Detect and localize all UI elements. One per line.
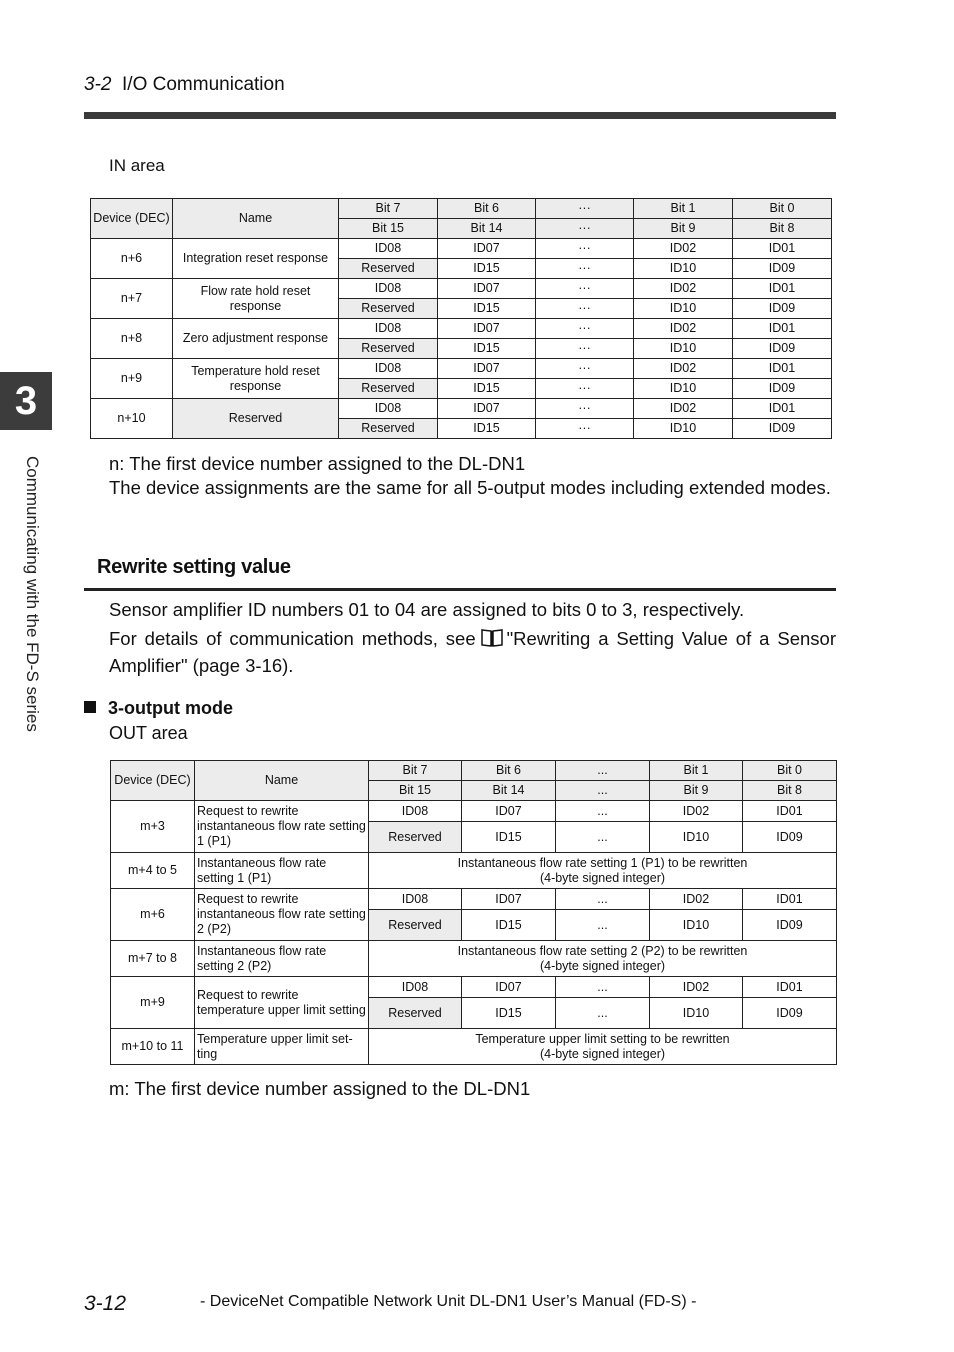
table-row [91, 239, 832, 259]
bit-cell: ID02 [634, 239, 733, 259]
merged-value-line-1: Instantaneous flow rate setting 2 (P2) to be rewritten [457, 943, 748, 958]
in-head-bit: Bit 9 [634, 219, 733, 239]
merged-value-cell [369, 1029, 837, 1065]
bit-cell: ID15 [462, 998, 556, 1029]
in-head-bit: Bit 14 [438, 219, 536, 239]
out-head-bit: Bit 6 [462, 761, 556, 781]
bit-cell: ... [556, 910, 650, 941]
bit-cell: ID07 [438, 279, 536, 299]
in-head-device: Device (DEC) [91, 199, 173, 239]
bit-cell: ID10 [634, 419, 733, 439]
out-head-bit: Bit 1 [650, 761, 743, 781]
name-cell: Instantaneous flow rate setting 2 (P2) [195, 941, 369, 977]
in-head-bit: Bit 8 [733, 219, 832, 239]
bit-cell: ID10 [634, 259, 733, 279]
merged-value-cell [369, 941, 837, 977]
bit-cell: ID08 [339, 279, 438, 299]
out-head-name: Name [195, 761, 369, 801]
device-cell: n+8 [91, 319, 173, 359]
bit-cell: ID10 [634, 379, 733, 399]
name-cell: Integration reset response [173, 239, 339, 279]
bit-cell: Reserved [369, 910, 462, 941]
rewrite-heading-rule [84, 588, 836, 591]
out-head-bit: Bit 15 [369, 781, 462, 801]
in-head-bit: Bit 15 [339, 219, 438, 239]
out-head-bit: Bit 8 [743, 781, 837, 801]
header-rule [84, 112, 836, 119]
bit-cell: ID09 [743, 910, 837, 941]
merged-value-line-1: Instantaneous flow rate setting 1 (P1) to be rewritten [457, 855, 748, 870]
rewrite-para-2a: For details of communication methods, see [109, 628, 476, 649]
rewrite-heading: Rewrite setting value [97, 556, 291, 578]
bit-cell: ID15 [438, 379, 536, 399]
bit-cell: ··· [536, 319, 634, 339]
bullet-square-icon [84, 701, 96, 713]
book-icon [480, 628, 504, 654]
bit-cell: ... [556, 801, 650, 822]
device-cell: m+9 [111, 977, 195, 1029]
bit-cell: ··· [536, 379, 634, 399]
in-area-table [90, 198, 832, 439]
output-mode-heading [84, 698, 233, 719]
in-head-bit: Bit 0 [733, 199, 832, 219]
bit-cell: ID08 [339, 399, 438, 419]
out-area-note: m: The first device number assigned to the DL-DN1 [109, 1078, 531, 1099]
bit-cell: ID01 [733, 359, 832, 379]
bit-cell: ID15 [438, 419, 536, 439]
name-cell: Request to rewrite instantaneous flow rate setting 2 (P2) [195, 889, 369, 941]
device-cell: n+9 [91, 359, 173, 399]
bit-cell: ID08 [339, 359, 438, 379]
in-area-note-1: n: The first device number assigned to the DL-DN1 [109, 453, 526, 474]
bit-cell: Reserved [339, 259, 438, 279]
bit-cell: ... [556, 889, 650, 910]
bit-cell: ID02 [634, 279, 733, 299]
bit-cell: ID09 [733, 339, 832, 359]
rewrite-para-2 [109, 627, 836, 678]
bit-cell: ID01 [743, 801, 837, 822]
bit-cell: ID10 [650, 998, 743, 1029]
merged-value-line-2: (4-byte signed integer) [539, 958, 666, 973]
bit-cell: ID08 [339, 239, 438, 259]
name-cell: Request to rewrite temperature upper limit setting [195, 977, 369, 1029]
bit-cell: ··· [536, 339, 634, 359]
chapter-tab: 3 [0, 372, 52, 430]
bit-cell: ID15 [438, 259, 536, 279]
bit-cell: ID01 [733, 319, 832, 339]
table-row [111, 801, 837, 822]
bit-cell: ID08 [369, 977, 462, 998]
bit-cell: ··· [536, 299, 634, 319]
bit-cell: ID10 [634, 299, 733, 319]
device-cell: m+6 [111, 889, 195, 941]
bit-cell: ID07 [462, 801, 556, 822]
bit-cell: ··· [536, 399, 634, 419]
bit-cell: ID07 [438, 399, 536, 419]
bit-cell: ID09 [733, 419, 832, 439]
out-head-device: Device (DEC) [111, 761, 195, 801]
bit-cell: ID10 [650, 910, 743, 941]
name-cell: Instantaneous flow rate setting 1 (P1) [195, 853, 369, 889]
bit-cell: ID07 [462, 977, 556, 998]
footer-title: - DeviceNet Compatible Network Unit DL-DN1 User’s Manual (FD-S) - [200, 1293, 697, 1310]
bit-cell: ID15 [438, 299, 536, 319]
bit-cell: ID15 [462, 822, 556, 853]
table-row [111, 889, 837, 910]
merged-value-line-1: Temperature upper limit setting to be rewritten [475, 1031, 730, 1046]
bit-cell: ID07 [462, 889, 556, 910]
bit-cell: ··· [536, 239, 634, 259]
in-head-bit: Bit 1 [634, 199, 733, 219]
in-area-note-2: The device assignments are the same for all 5-output modes including extended modes. [109, 477, 831, 498]
table-row [91, 319, 832, 339]
bit-cell: ID02 [634, 359, 733, 379]
bit-cell: Reserved [339, 299, 438, 319]
merged-value-line-2: (4-byte signed integer) [539, 870, 666, 885]
in-head-bit: Bit 7 [339, 199, 438, 219]
bit-cell: ID07 [438, 359, 536, 379]
table-row [91, 359, 832, 379]
bit-cell: ID01 [733, 399, 832, 419]
bit-cell: ID08 [369, 801, 462, 822]
in-head-bit: Bit 6 [438, 199, 536, 219]
bit-cell: Reserved [339, 379, 438, 399]
bit-cell: ID02 [634, 319, 733, 339]
name-cell: Flow rate hold reset response [173, 279, 339, 319]
in-head-bit: ··· [536, 199, 634, 219]
device-cell: n+6 [91, 239, 173, 279]
out-head-bit: Bit 0 [743, 761, 837, 781]
table-row [111, 1029, 837, 1065]
out-area-table [110, 760, 837, 1065]
device-cell: m+7 to 8 [111, 941, 195, 977]
bit-cell: ID02 [650, 801, 743, 822]
rewrite-para-1: Sensor amplifier ID numbers 01 to 04 are assigned to bits 0 to 3, respectively. [109, 599, 745, 620]
merged-value-line-2: (4-byte signed integer) [539, 1046, 666, 1061]
device-cell: m+10 to 11 [111, 1029, 195, 1065]
out-head-bit: ... [556, 781, 650, 801]
bit-cell: ID08 [339, 319, 438, 339]
bit-cell: ··· [536, 279, 634, 299]
output-mode-heading-text: 3-output mode [108, 698, 233, 718]
table-row [111, 977, 837, 998]
bit-cell: ID07 [438, 239, 536, 259]
bit-cell: ID07 [438, 319, 536, 339]
bit-cell: ID10 [634, 339, 733, 359]
out-area-caption: OUT area [109, 723, 188, 743]
bit-cell: Reserved [339, 419, 438, 439]
bit-cell: Reserved [339, 339, 438, 359]
page-number: 3-12 [84, 1292, 127, 1315]
name-cell: Request to rewrite instantaneous flow rate setting 1 (P1) [195, 801, 369, 853]
in-head-name: Name [173, 199, 339, 239]
out-head-bit: Bit 9 [650, 781, 743, 801]
rewrite-para-2b: "Rewriting a Setting Value of a Sensor Amplifier" (page 3-16). [109, 628, 836, 676]
bit-cell: ID02 [650, 977, 743, 998]
bit-cell: ID09 [743, 822, 837, 853]
table-row [91, 279, 832, 299]
section-number: 3-2 [84, 74, 112, 95]
bit-cell: ... [556, 977, 650, 998]
bit-cell: ID10 [650, 822, 743, 853]
bit-cell: ··· [536, 259, 634, 279]
bit-cell: ID01 [733, 279, 832, 299]
bit-cell: ID09 [733, 259, 832, 279]
device-cell: m+3 [111, 801, 195, 853]
name-cell: Temperature upper limit set-ting [195, 1029, 369, 1065]
in-head-bit: ··· [536, 219, 634, 239]
table-row [111, 941, 837, 977]
device-cell: n+10 [91, 399, 173, 439]
bit-cell: ID09 [743, 998, 837, 1029]
bit-cell: ··· [536, 359, 634, 379]
out-head-bit: ... [556, 761, 650, 781]
bit-cell: ... [556, 998, 650, 1029]
bit-cell: ID09 [733, 379, 832, 399]
table-row [91, 399, 832, 419]
name-cell: Temperature hold reset response [173, 359, 339, 399]
bit-cell: ID01 [743, 977, 837, 998]
device-cell: m+4 to 5 [111, 853, 195, 889]
table-row [111, 853, 837, 889]
bit-cell: ID02 [650, 889, 743, 910]
out-head-bit: Bit 14 [462, 781, 556, 801]
bit-cell: ID01 [733, 239, 832, 259]
bit-cell: Reserved [369, 998, 462, 1029]
bit-cell: ID01 [743, 889, 837, 910]
bit-cell: Reserved [369, 822, 462, 853]
bit-cell: ID08 [369, 889, 462, 910]
section-header [84, 74, 285, 96]
bit-cell: ID09 [733, 299, 832, 319]
chapter-side-label: Communicating with the FD-S series [23, 456, 42, 732]
bit-cell: ID02 [634, 399, 733, 419]
bit-cell: ID15 [462, 910, 556, 941]
in-area-caption: IN area [109, 156, 165, 175]
name-cell: Zero adjustment response [173, 319, 339, 359]
merged-value-cell [369, 853, 837, 889]
bit-cell: ID15 [438, 339, 536, 359]
name-cell: Reserved [173, 399, 339, 439]
bit-cell: ... [556, 822, 650, 853]
bit-cell: ··· [536, 419, 634, 439]
out-head-bit: Bit 7 [369, 761, 462, 781]
device-cell: n+7 [91, 279, 173, 319]
section-title: I/O Communication [122, 74, 285, 95]
